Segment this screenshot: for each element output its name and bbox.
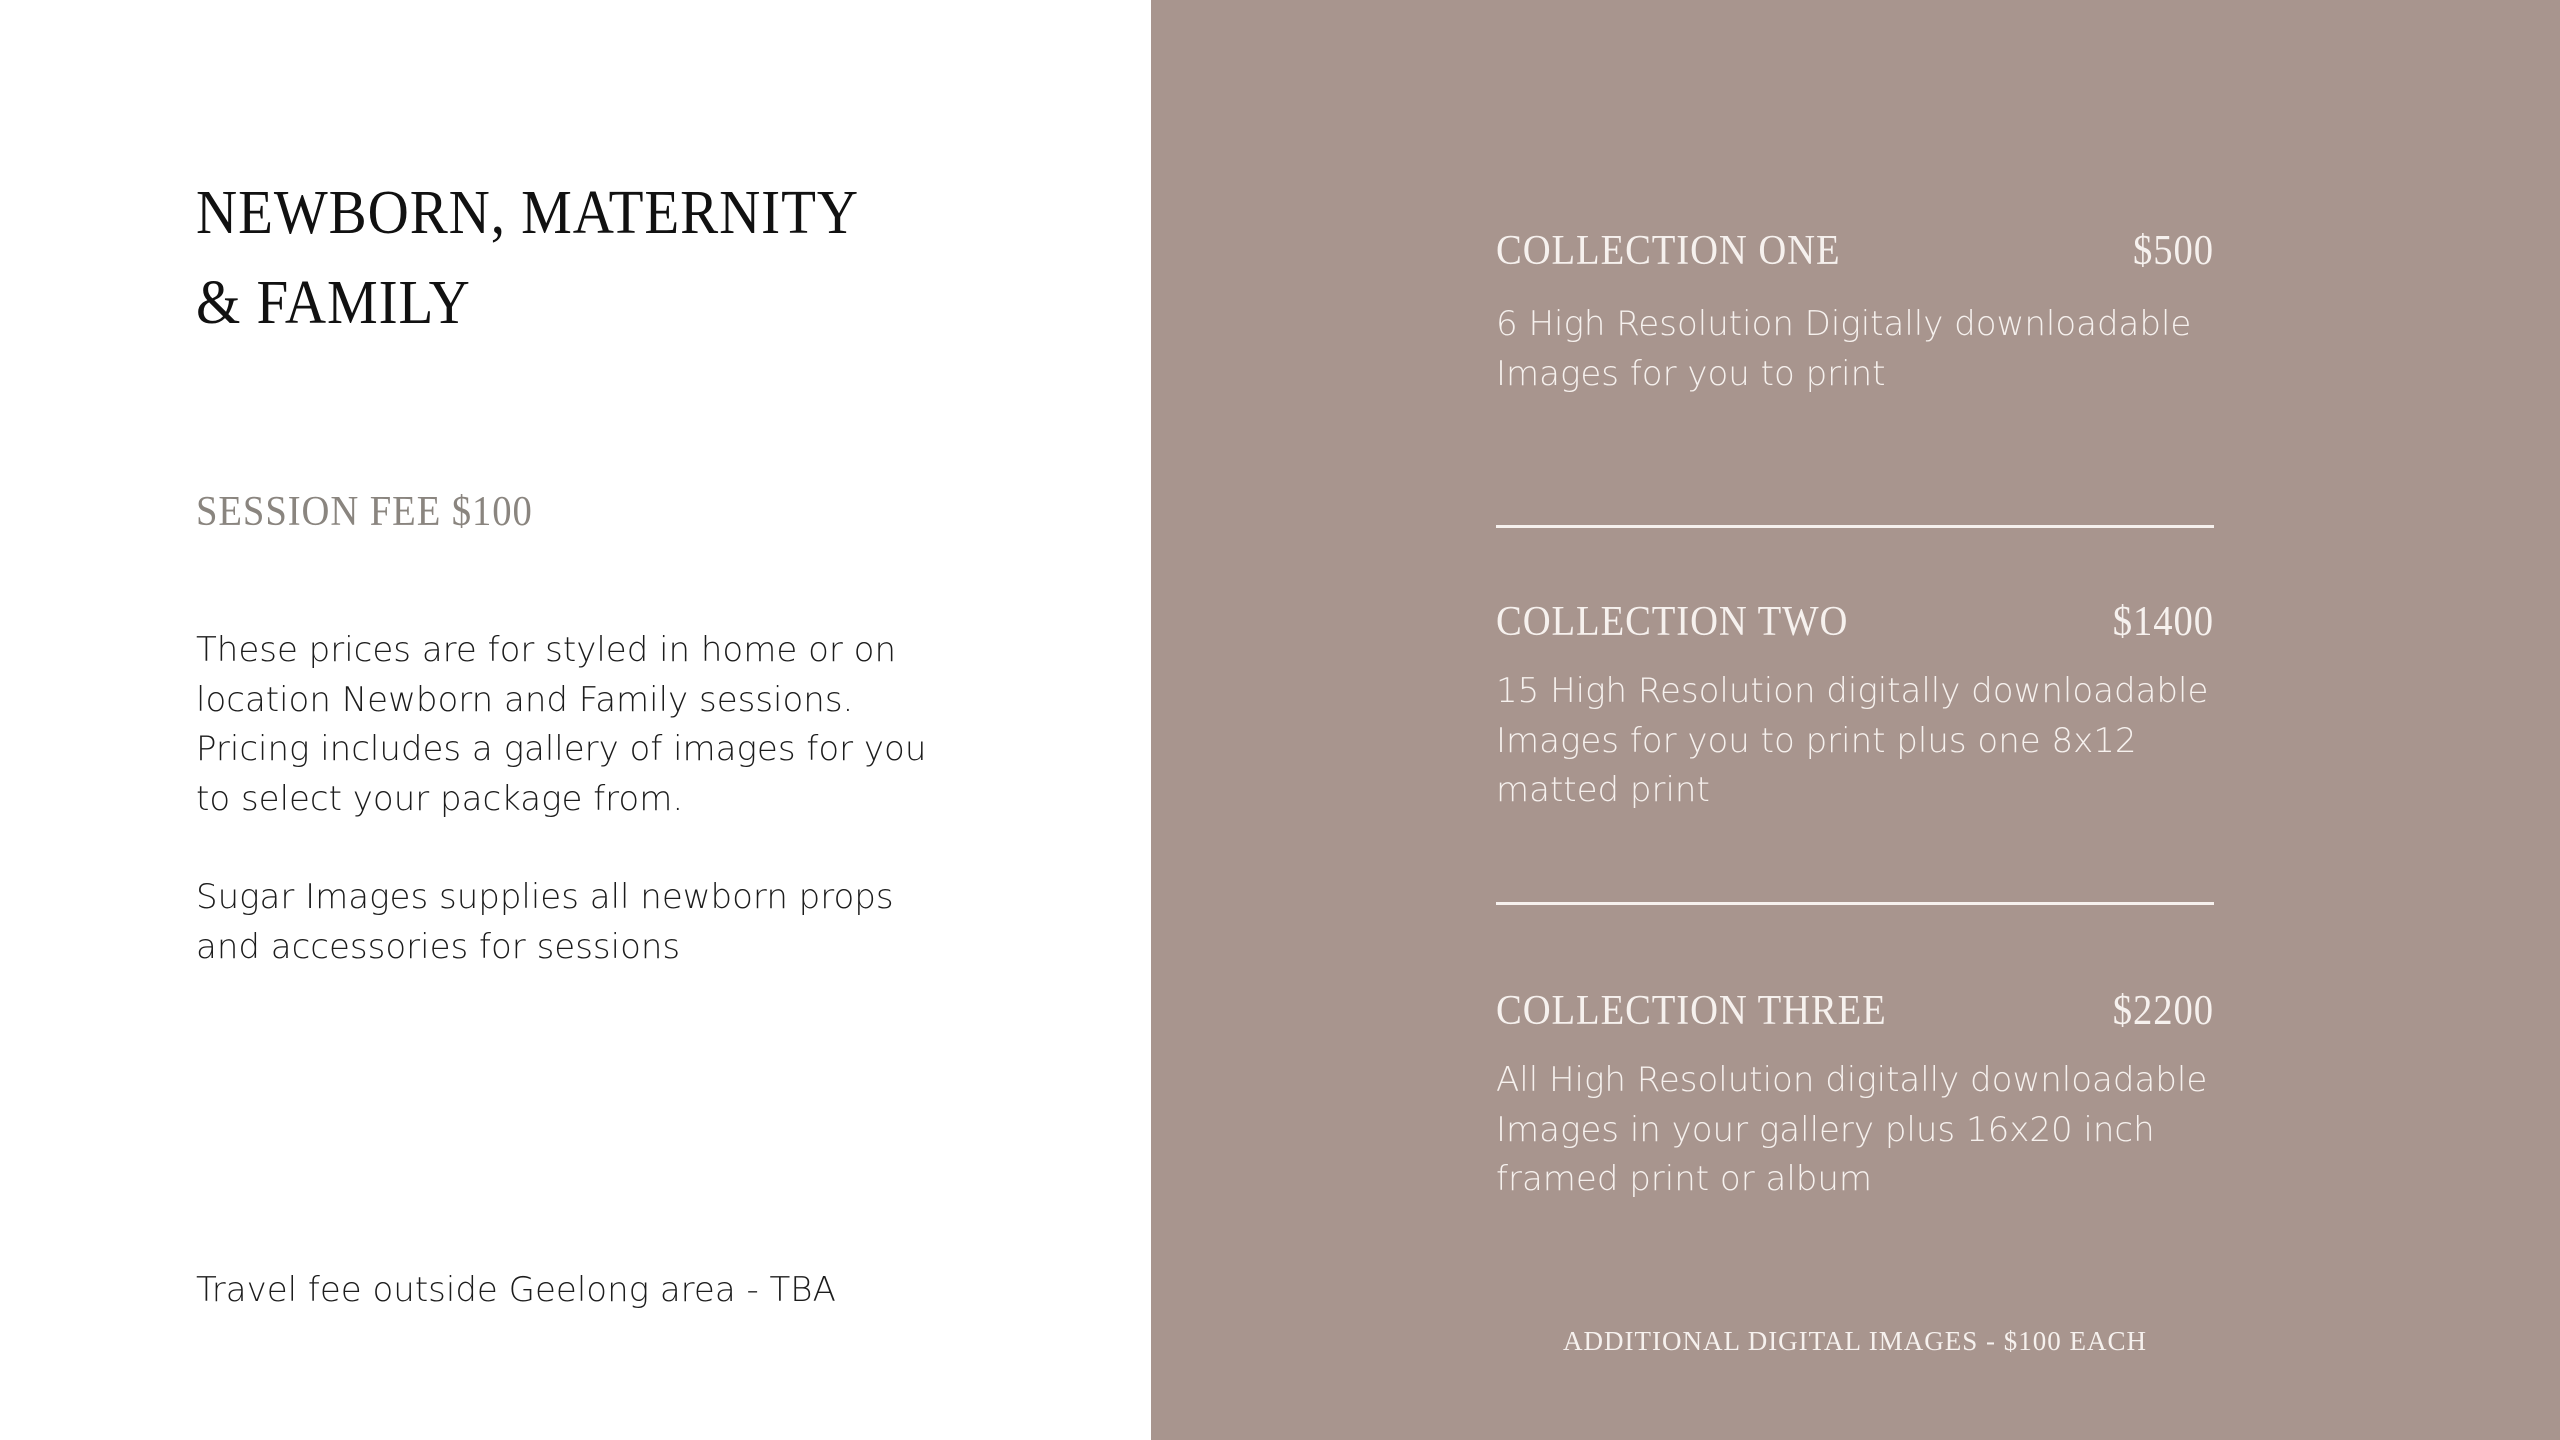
divider bbox=[1496, 902, 2214, 905]
collection-two bbox=[1496, 597, 2214, 816]
collection-name: COLLECTION ONE bbox=[1496, 228, 1841, 274]
page-title: NEWBORN, MATERNITY & FAMILY bbox=[196, 179, 857, 337]
collection-one bbox=[1496, 226, 2214, 399]
collection-name: COLLECTION THREE bbox=[1496, 988, 1887, 1034]
collection-price: $2200 bbox=[2112, 988, 2214, 1034]
divider bbox=[1496, 525, 2214, 528]
session-fee: SESSION FEE $100 bbox=[196, 489, 533, 535]
collection-description: 6 High Resolution Digitally downloadable Images for you to print bbox=[1496, 304, 2192, 394]
collection-price: $500 bbox=[2133, 228, 2214, 274]
collection-description: All High Resolution digitally downloadable Images in your gallery plus 16x20 inch framed print or album bbox=[1496, 1060, 2208, 1199]
description-paragraph: These prices are for styled in home or on location Newborn and Family sessions. Pricing includes a gallery of images for you to select your package from. bbox=[196, 630, 927, 819]
collection-price: $1400 bbox=[2112, 599, 2214, 645]
props-paragraph: Sugar Images supplies all newborn props and accessories for sessions bbox=[196, 877, 894, 967]
collection-three bbox=[1496, 986, 2214, 1205]
collection-description: 15 High Resolution digitally downloadable Images for you to print plus one 8x12 matted print bbox=[1496, 671, 2209, 810]
additional-images-note: ADDITIONAL DIGITAL IMAGES - $100 EACH bbox=[1562, 1326, 2147, 1356]
travel-fee-note: Travel fee outside Geelong area - TBA bbox=[196, 1270, 836, 1310]
collection-name: COLLECTION TWO bbox=[1496, 599, 1849, 645]
